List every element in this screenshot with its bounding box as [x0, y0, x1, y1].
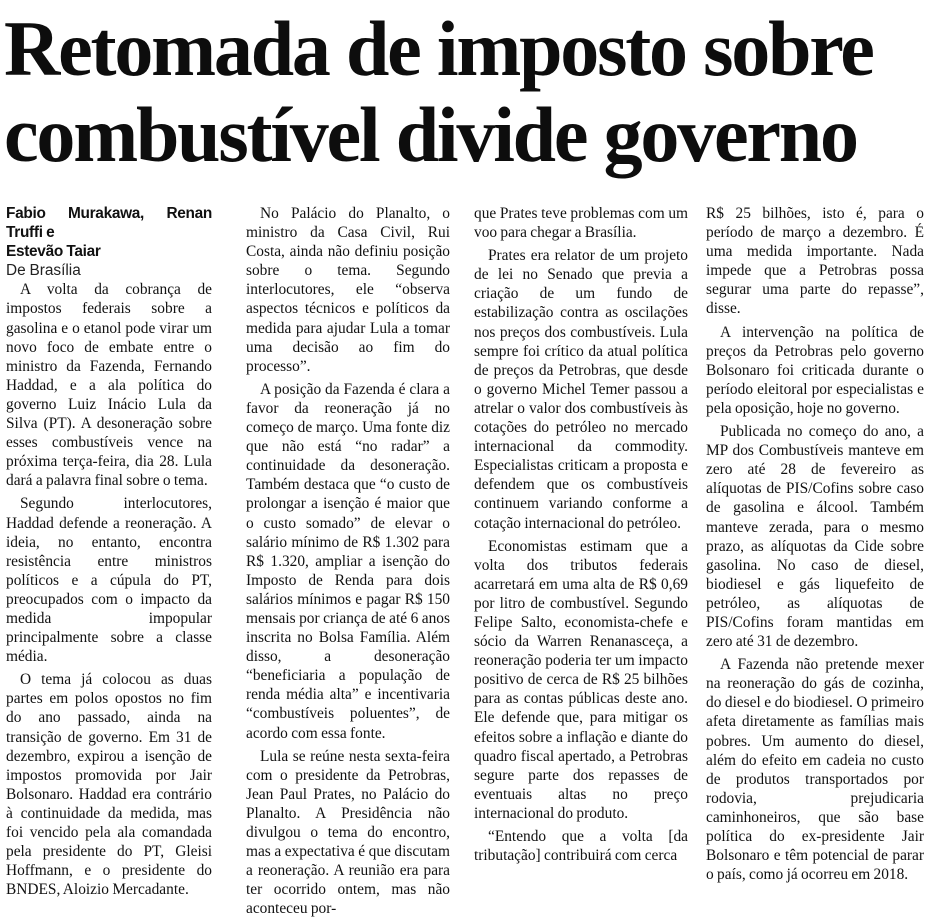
paragraph: Prates era relator de um projeto de lei no Senado que previa a criação de um fundo de estabilização contra as oscilações nos preços dos combustíveis. Lula sempre foi crítico da atual política de preços da Petrobras, que desde o governo Michel Temer passou a atrelar o valor dos combustíveis às cotações do petróleo no mercado internacional da commodity. Especialistas criticam a proposta e defendem que os combustíveis continuem variando conforme a cotação internacional do petróleo. [474, 247, 688, 532]
byline-authors-line-1: Fabio Murakawa, Renan Truffi e [6, 205, 212, 242]
headline-line-1: Retomada de imposto sobre [4, 5, 873, 92]
dateline: De Brasília [6, 262, 81, 280]
headline-line-2: combustível divide governo [4, 91, 857, 178]
paragraph: Segundo interlocutores, Haddad defende a reoneração. A ideia, no entanto, encontra resistência entre ministros políticos e a cúpula do PT, preocupados com o impacto da medida impopular principalmente sobre a classe média. [6, 495, 212, 666]
column-4 [706, 204, 924, 884]
column-1 [6, 204, 212, 899]
paragraph: A Fazenda não pretende mexer na reoneração do gás de cozinha, do diesel e do biodiesel. O primeiro afeta diretamente as famílias mais pobres. Um aumento do diesel, além do efeito em cadeia no custo de produtos transportados por rodovia, prejudicaria caminhoneiros, que são base política do ex-presidente Jair Bolsonaro e têm potencial de parar o país, como já ocorreu em 2018. [706, 656, 924, 884]
paragraph: A posição da Fazenda é clara a favor da reoneração já no começo de março. Uma fonte diz que não está “no radar” a continuidade da desoneração. Também destaca que “o custo de prolongar a isenção é maior que o custo somado” de elevar o salário mínimo de R$ 1.302 para R$ 1.320, ampliar a isenção do Imposto de Renda para dois salários mínimos e pagar R$ 150 mensais por criança de até 6 anos inscrita no Bolsa Família. Além disso, a desoneração “beneficiaria a população de renda média alta” e incentivaria “combustíveis poluentes”, de acordo com essa fonte. [246, 380, 450, 742]
paragraph: que Prates teve problemas com um voo para chegar a Brasília. [474, 205, 688, 242]
paragraph: “Entendo que a volta [da tributação] contribuirá com cerca [474, 828, 688, 865]
paragraph: A intervenção na política de preços da Petrobras pelo governo Bolsonaro foi criticada durante o período eleitoral por especialistas e pela oposição, hoje no governo. [706, 323, 924, 417]
paragraph: O tema já colocou as duas partes em polos opostos no fim do ano passado, ainda na transição de governo. Em 31 de dezembro, expirou a isenção de impostos promovida por Jair Bolsonaro. Haddad era contrário à continuidade da medida, mas foi vencido pela ala comandada pela presidente do PT, Gleisi Hoffmann, e o presidente do BNDES, Aloizio Mercadante. [6, 671, 212, 899]
paragraph: R$ 25 bilhões, isto é, para o período de março a dezembro. É uma medida importante. Nada impede que a Petrobras possa segurar uma parte do repasse”, disse. [706, 205, 924, 318]
paragraph: A volta da cobrança de impostos federais sobre a gasolina e o etanol pode virar um novo foco de embate entre o ministro da Fazenda, Fernando Haddad, e a ala política do governo Luiz Inácio Lula da Silva (PT). A desoneração sobre esses combustíveis vence na próxima terça-feira, dia 28. Lula dará a palavra final sobre o tema. [6, 281, 212, 490]
article-body [0, 204, 930, 918]
paragraph: Lula se reúne nesta sexta-feira com o presidente da Petrobras, Jean Paul Prates, no Palácio do Planalto. A Presidência não divulgou o tema do encontro, mas a expectativa é que discutam a reoneração. A reunião era para ter ocorrido ontem, mas não aconteceu por- [246, 747, 450, 918]
paragraph: Publicada no começo do ano, a MP dos Combustíveis manteve em zero até 28 de fevereiro as alíquotas de PIS/Cofins sobre caso de gasolina e álcool. Também manteve zerada, para o mesmo prazo, as alíquotas da Cide sobre gasolina. No caso de diesel, biodiesel e gás liquefeito de petróleo, as alíquotas de PIS/Cofins foram mantidas em zero até 31 de dezembro. [706, 423, 924, 651]
column-3 [474, 204, 688, 865]
paragraph: No Palácio do Planalto, o ministro da Casa Civil, Rui Costa, ainda não definiu posição sobre o tema. Segundo interlocutores, ele “observa aspectos técnicos e políticos da medida para ajudar Lula a tomar uma decisão ao fim do processo”. [246, 205, 450, 375]
byline-authors-line-2: Estevão Taiar [6, 243, 101, 261]
paragraph: Economistas estimam que a volta dos tributos federais acarretará em uma alta de R$ 0,69 por litro de combustível. Segundo Felipe Salto, economista-chefe e sócio da Warren Renanasceça, a reoneração poderia ter um impacto positivo de cerca de R$ 25 bilhões para as contas públicas deste ano. Ele defende que, para mitigar os efeitos sobre a inflação e diante do quadro fiscal apertado, a Petrobras segure parte dos repasses de eventuais altas no preço internacional do produto. [474, 537, 688, 822]
article-headline [4, 6, 926, 178]
column-2 [246, 204, 450, 918]
